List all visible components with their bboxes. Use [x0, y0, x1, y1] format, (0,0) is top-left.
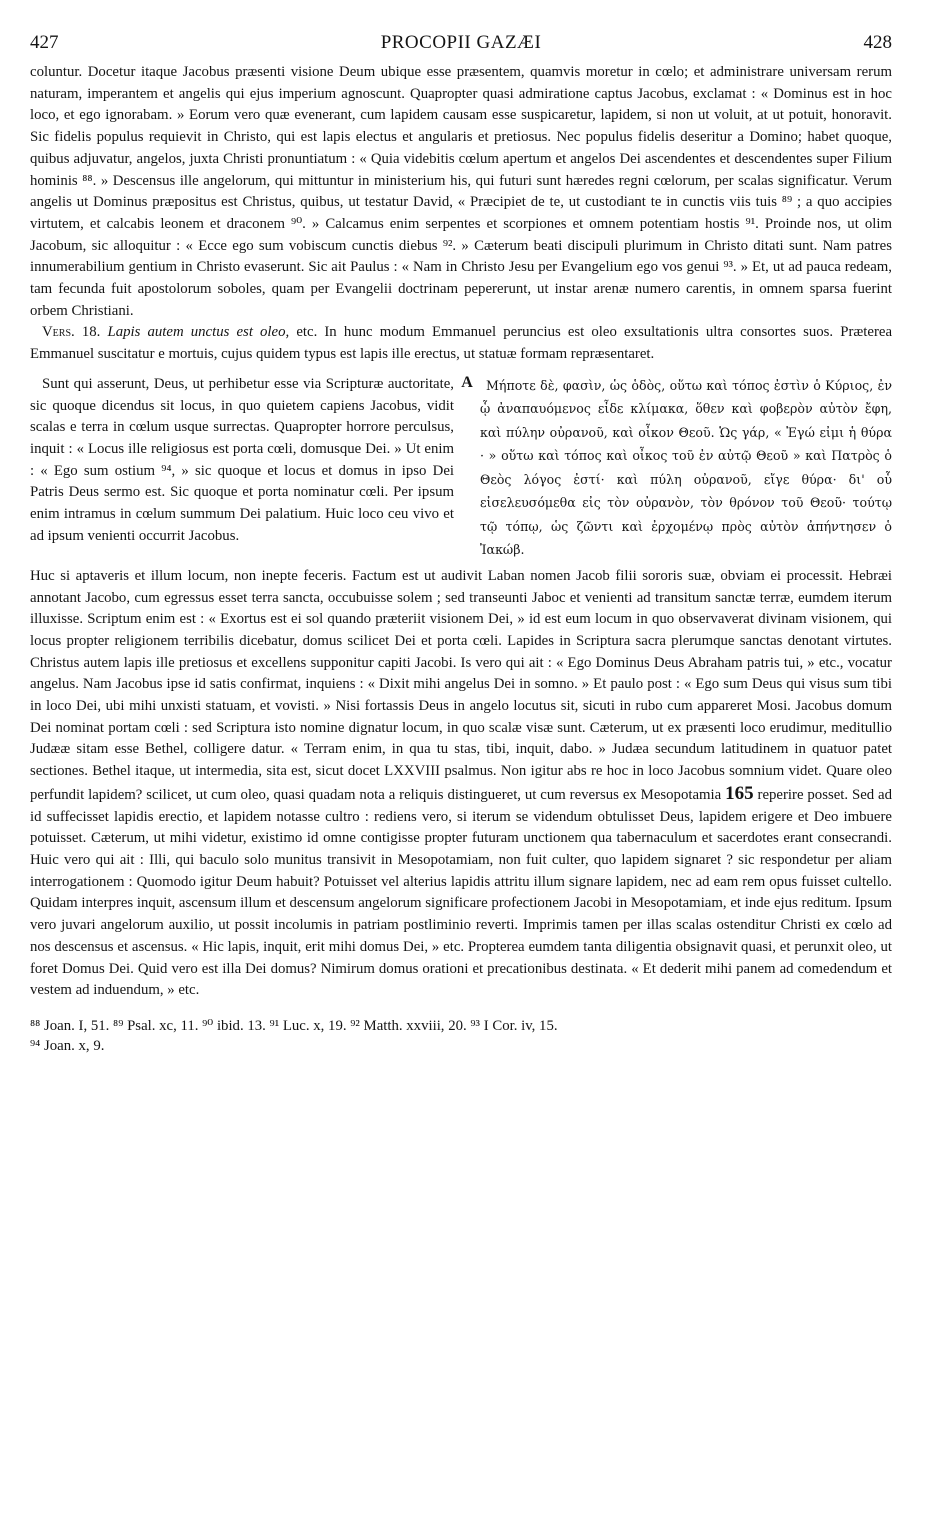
verse-commentary: etc. In hunc modum Emmanuel peruncius est oleo exsultationis ultra consortes suos. Præterea Emmanuel suscitatur e mortuis, cujus quidem typus est lapis ille erectus, ut statuæ formam repræsentaret.	[30, 324, 893, 363]
column-marker: A	[461, 373, 473, 391]
latin-bottom-text-2: reperire posset. Sed ad id suffecisset lapidis erectio, et lapidem notasse cultro : rediens vero, si iterum se videndum obtulisset Deus, lapidem erigere et Deo imbuere potuisset. Cæterum, ut mihi videtur, existimo id omne contigisse propter futuram unctionem qua tabernaculum et sacerdotes erant consecrandi. Huic vero qui ait : Illi, qui baculo solo munitus transivit in Mesopotamiam, non fuit culter, quo lapidem signaret ? sic respondetur per aliam interrogationem : Quomodo igitur Deum habuit? Potuisset vel alterius lapidis attritu illum signare lapidem, nec ad eam rem opus fuisset cultello. Quidam interpres inquit, ascensum illum et descensum angelorum significare profectionem Jacobi in Mesopotamiam, et inde ejus reditum. Ipsum vero juvari angelorum auxilio, ut possit incolumis in patriam postliminio reverti. Imprimis tamen per illas scalas ostenditur Christi ex cœlo ad nos descensus et ascensus. « Hic lapis, inquit, erit mihi domus Dei, » etc. Propterea eumdem tanta diligentia obsignavit quasi, et perunxit oleo, ut foret Domus Dei. Quid vero est illa Dei domus? Nimirum domus orationi et precationibus destinata. « Et dederit mihi panem ad comedendum et vestem ad induendum, » etc.	[30, 786, 893, 999]
verse-lemma: Lapis autem unctus est oleo,	[107, 324, 290, 341]
verse-paragraph	[30, 322, 892, 365]
latin-paragraph-bottom	[30, 566, 892, 1002]
greek-column-text: Μήποτε δὲ, φασὶν, ὡς ὁδὸς, οὕτω καὶ τόπος ἐστὶν ὁ Κύριος, ἐν ᾧ ἀναπαυόμενος εἶδε κλίμακα, ὅθεν καὶ φοβερὸν αὐτὸν ἔφη, καὶ πύλην οὐρανοῦ, καὶ οἶκον Θεοῦ. Ὡς γάρ, « Ἐγώ εἰμι ἡ θύρα · » οὕτω καὶ τόπος καὶ οἶκος τοῦ ἐν αὐτῷ Θεοῦ » καὶ Πατρὸς ὁ Θεὸς λόγος ἐστί· καὶ πύλη οὐρανοῦ, εἴγε θύρα· δι' οὗ εἰσελευσόμεθα εἰς τὸν οὐρανὸν, τὸν θρόνον τοῦ Θεοῦ· τούτῳ τῷ τόπῳ, ὡς ζῶντι καὶ ἐρχομένῳ πρὸς αὐτὸν ἀπήντησεν ὁ Ἰακώβ.	[480, 377, 892, 558]
running-header	[30, 28, 892, 68]
two-column-section	[30, 374, 892, 562]
footnote-line-2: ⁹⁴ Joan. x, 9.	[30, 1037, 105, 1054]
running-title: PROCOPII GAZÆI	[380, 32, 542, 53]
latin-column-text: Sunt qui asserunt, Deus, ut perhibetur esse via Scripturæ auctoritate, sic quoque dicendus sit locus, in quo quietem capiens Jacobus, vidit scalas e terra in cœlum usque surrectas. Quapropter horrore perculsus, inquit : « Locus ille religiosus est porta cœli, domusque Dei. » Ut enim : « Ego sum ostium ⁹⁴, » sic quoque et locus et domus in ipso Dei Patris Deus sermo est. Sic quoque et porta nominatur cœli. Per ipsum enim intramus in cœlum summum Dei palatium. Huic loco ceu vivo et ad ipsum venienti occurrit Jacobus.	[30, 375, 454, 544]
footnotes	[30, 1016, 892, 1056]
latin-bottom-text-1: Huc si aptaveris et illum locum, non inepte feceris. Factum est ut audivit Laban nomen Jacob filii sororis suæ, obviam ei processit. Hebræi annotant Jacobo, cum egressus esset terra sancta, occubuisse solem ; sed transeunti Jaboc et venienti ad transitum sanctæ terræ, eumdem iterum illuxisse. Scriptum enim est : « Exortus est ei sol quando præteriit visionem Dei, » id est eum locum in quo observaverat divinam visionem, qui locus propter religionem terribilis dicebatur, domus scilicet Dei et porta cœli. Lapides in Scriptura sacra plerumque sanctas denotant virtutes. Christus autem lapis ille pretiosus et excellens supponitur capiti Jacobi. Is vero qui ait : « Ego Dominus Deus Abraham patris tui, » etc., vocatur angelus. Nam Jacobus ipse id satis confirmat, inquiens : « Dixit mihi angelus Dei in somno. » Et paulo post : « Ego sum Deus qui visus sum tibi in loco Dei, ubi mihi unxisti statuam, et vovisti. » Nisi fortassis Deus in angelo locutus sit, sicuti in rubo cum appareret Mosi. Jacobus domum Dei nominat portam cœli : sed Scriptura isto nomine dignatur locum, in quo scalæ visæ sunt. Cæterum, ut ex præsenti loco erudimur, meditullio Judææ sitam esse Bethel, colligere datur. « Terram enim, in qua tu stas, tibi, inquit, dabo. » Judæa secundum latitudinem in quatuor patet sectiones. Bethel itaque, ut intermedia, sita est, sicut docet LXXVIII psalmus. Non igitur abs re hoc in loco Jacobus somnium videt. Quare oleo perfundit lapidem? scilicet, ut cum oleo, quasi quadam nota a reliquis distingueret, ut cum reversus ex Mesopotamia	[30, 567, 892, 803]
footnote-line-1: ⁸⁸ Joan. I, 51. ⁸⁹ Psal. xc, 11. ⁹⁰ ibid. 13. ⁹¹ Luc. x, 19. ⁹² Matth. xxviii, 20. ⁹³ I Cor. iv, 15.	[30, 1017, 558, 1034]
latin-column	[30, 374, 454, 562]
page	[30, 28, 892, 1056]
latin-paragraph-top: coluntur. Docetur itaque Jacobus præsenti visione Deum ubique esse præsentem, quamvis moretur in cœlo; et administrare universam rerum naturam, imperantem et angelis qui ejus imperium agnoscunt. Quapropter quasi admiratione captus Jacobus, exclamat : « Dominus est in hoc loco, et ego ignorabam. » Eorum vero quæ evenerant, cum lapidem causam esse suspicaretur, lapidem, si non ut voluit, at ut potuit, honoravit. Sic fidelis populus requievit in Christo, qui est lapis electus et angularis et pretiosus. Nec populus fidelis deseritur a Domino; habet quoque, quibus adjuvatur, angelos, juxta Christi pronuntiatum : « Quia videbitis cœlum apertum et angelos Dei ascendentes et descendentes super Filium hominis ⁸⁸. » Descensus ille angelorum, qui mittuntur in ministerium his, qui futuri sunt hæredes regni cœlorum, per scalas significatur. Verum angelis ut Dominus præpositus est Christus, quibus, ut testatur David, « Præcipiet de te, ut custodiant te in cunctis viis tuis ⁸⁹ ; a quo accipies virtutem, et calcabis leonem et draconem ⁹⁰. » Calcamus enim serpentes et scorpiones et omnem potentiam hostis ⁹¹. Proinde nos, ut olim Jacobum, sic alloquitur : « Ecce ego sum vobiscum cunctis diebus ⁹². » Cæterum beati discipuli plurimum in Christo ditati sunt. Nam patres innumerabilium gentium in Christo evaserunt. Sic ait Paulus : « Nam in Christo Jesu per Evangelium ego vos genui ⁹³. » Et, ut ad pauca redeam, tam fecunda fuit apostolorum soboles, quam per Evangelii doctrinam pepererunt, ut instar arenæ numero carentis, in omnem sparsa fuerint orbem Christiani.	[30, 64, 892, 319]
column-number: 165	[725, 782, 754, 804]
greek-column	[480, 374, 892, 562]
page-number-left: 427	[30, 32, 59, 53]
verse-label: Vers. 18.	[42, 324, 101, 341]
page-number-right: 428	[863, 32, 892, 53]
